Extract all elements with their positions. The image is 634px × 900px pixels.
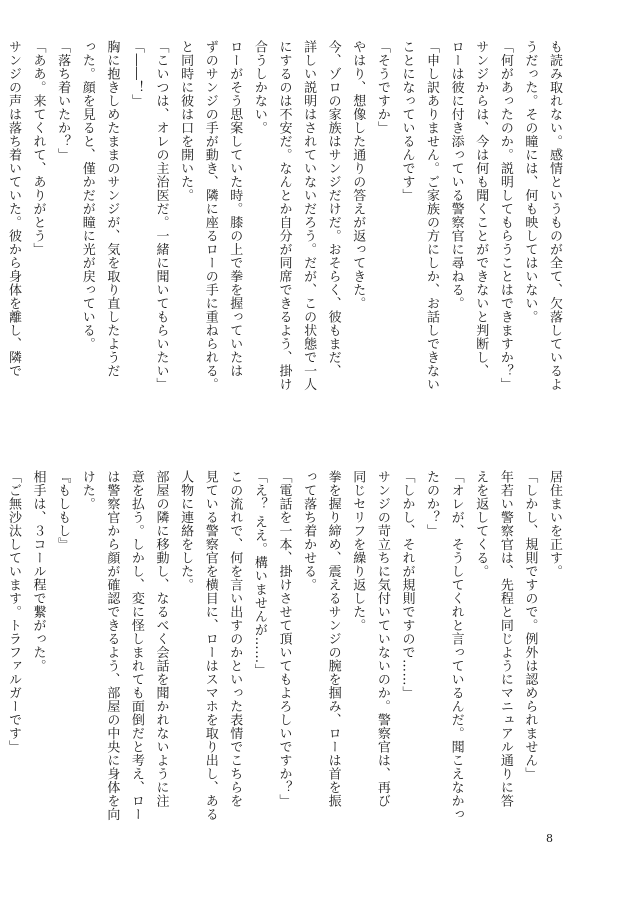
- text-line: ずのサンジの手が動き、隣に座るローの手に重ねられる。: [202, 40, 218, 391]
- page-number: 8: [546, 832, 553, 845]
- text-line: 『もしもし』: [55, 470, 71, 551]
- text-line: 「電話を一本、掛けさせて頂いてもよろしいですか？」: [276, 470, 292, 808]
- text-line: サンジの苛立ちに気付いていないのか。警察官は、再び: [374, 470, 390, 808]
- text-line: 今、ゾロの家族はサンジだけだ。おそらく、彼もまだ、: [325, 40, 341, 378]
- text-line: 「え？ ええ。構いませんが……」: [251, 470, 267, 678]
- text-line: ことになっているんです」: [399, 40, 415, 202]
- text-line: 「しかし、規則ですので。例外は認められません」: [522, 470, 538, 781]
- text-line: ローがそう思案していた時。膝の上で拳を握っていたは: [227, 40, 243, 378]
- text-line: 「申し訳ありません。ご家族の方にしか、お話しできない: [424, 40, 440, 391]
- text-line: 「そうですか」: [374, 40, 390, 135]
- text-line: った。顔を見ると、僅かだが瞳に光が戻っている。: [79, 40, 95, 351]
- text-line: 「ご無沙汰しています。トラファルガーです」: [5, 470, 21, 754]
- text-line: 「落ち着いたか？」: [55, 40, 71, 162]
- text-line: 拳を握り締め、震えるサンジの腕を掴み、ローは首を振: [325, 470, 341, 808]
- text-line: と同時に彼は口を開いた。: [178, 40, 194, 202]
- text-line: たのか？」: [424, 470, 440, 538]
- text-line: は警察官から顔が確認できるよう、部屋の中央に身体を向: [104, 470, 120, 821]
- text-line: 居住まいを正す。: [547, 470, 562, 578]
- text-line: 相手は、３コール程で繋がった。: [30, 470, 46, 673]
- text-line: 詳しい説明はされていないだろう。だが、この状態で一人: [301, 40, 317, 391]
- text-line: 「しかし、それが規則ですので……」: [399, 470, 415, 700]
- text-line: ローは彼に付き添っている警察官に尋ねる。: [448, 40, 464, 310]
- text-line: 「何があったのか。説明してもらうことはできますか？」: [497, 40, 513, 391]
- text-line: 「オレが、そうしてくれと言っているんだ。聞こえなかっ: [448, 470, 464, 821]
- text-line: 見ている警察官を横目に、ローはスマホを取り出し、ある: [202, 470, 218, 821]
- text-line: も読み取れない。感情というものが全て、欠落しているよ: [547, 40, 562, 391]
- upper-text-block: [0, 40, 566, 450]
- text-line: 同じセリフを繰り返した。: [350, 470, 366, 632]
- text-line: って落ち着かせる。: [301, 470, 317, 592]
- text-line: 部屋の隣に移動し、なるべく会話を聞かれないように注: [153, 470, 169, 808]
- lower-text-block: [0, 470, 566, 821]
- text-line: 合うしかない。: [251, 40, 267, 135]
- text-line: 年若い警察官は、先程と同じようにマニュアル通りに答: [497, 470, 513, 808]
- text-line: にするのは不安だ。なんとか自分が同席できるよう、掛け: [276, 40, 292, 391]
- text-line: 胸に抱きしめたままのサンジが、気を取り直したようだ: [104, 40, 120, 378]
- text-line: 「ああ。来てくれて、ありがとう」: [30, 40, 46, 256]
- text-line: 人物に連絡をした。: [178, 470, 194, 592]
- text-line: うだった。その瞳には、何も映してはいない。: [522, 40, 538, 324]
- text-line: えを返してくる。: [473, 470, 489, 578]
- text-line: 「――！」: [128, 40, 144, 108]
- text-line: けた。: [79, 470, 95, 511]
- text-line: やはり、想像した通りの答えが返ってきた。: [350, 40, 366, 310]
- text-line: この流れで、何を言い出すのかといった表情でこちらを: [227, 470, 243, 808]
- text-line: サンジの声は落ち着いていた。彼から身体を離し、隣で: [5, 40, 21, 378]
- text-line: 意を払う。しかし、変に怪しまれても面倒だと考え、ロー: [128, 470, 144, 821]
- text-line: サンジからは、今は何も聞くことができないと判断し、: [473, 40, 489, 378]
- text-line: 「こいつは、オレの主治医だ。一緒に聞いてもらいたい」: [153, 40, 169, 391]
